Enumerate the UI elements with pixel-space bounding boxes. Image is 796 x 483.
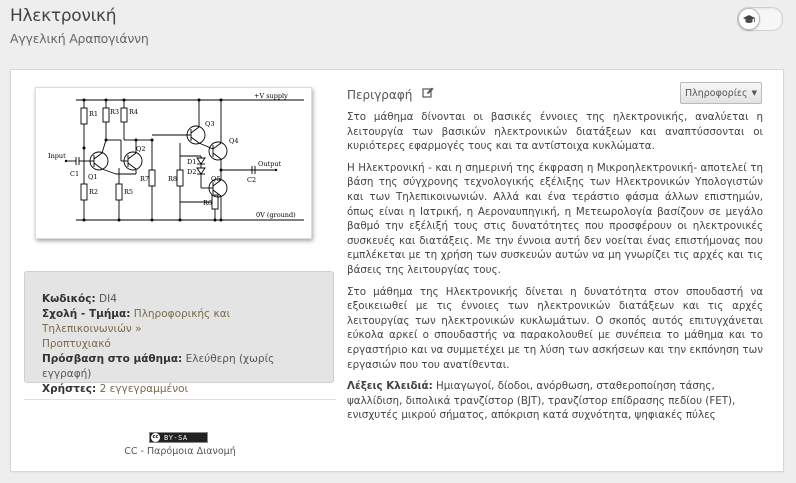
level-link[interactable]: Προπτυχιακό [42, 338, 111, 350]
users-link[interactable]: 2 εγγεγραμμένοι [99, 383, 189, 395]
schematic-label: C2 [247, 176, 257, 184]
keywords-paragraph [347, 379, 763, 423]
schematic-label: D2 [187, 168, 197, 176]
cc-badge-text: BY-SA [164, 433, 188, 442]
description-paragraph: Στο μάθημα της Ηλεκτρονικής δίνεται η δυνατότητα στον σπουδαστή να εξοικειωθεί με τις έννοιες των ηλεκτρονικών διατάξεων και τις αρχές λειτουργίας των ηλεκτρονικών κυκλωμάτων. Ο σκοπός αυτός επιτυγχάνεται εύκολα αρκεί ο σπουδαστής να παρακολουθεί με συνέπεια το μάθημα και το εργαστήριο και να συμμετέχει με τη λύση των ασκήσεων και την εκπόνηση των εργασιών που του ανατίθενται. [347, 285, 763, 371]
course-title: Ηλεκτρονική [10, 6, 117, 26]
cc-license-badge[interactable] [149, 432, 208, 443]
school-link[interactable]: Πληροφορικής και Τηλεπικοινωνιών » [42, 308, 231, 335]
schematic-label: R6 [203, 199, 213, 207]
schematic-label: +V supply [254, 92, 288, 100]
schematic-label: R3 [110, 108, 120, 116]
schematic-label: R8 [168, 175, 178, 183]
edit-icon[interactable] [422, 87, 434, 102]
description-heading-row [347, 87, 434, 102]
schematic-label: Output [258, 160, 282, 168]
keywords-value: Ημιαγωγοί, δίοδοι, ανόρθωση, σταθεροποίηση τάσης, ψαλλίδιση, διπολικά τρανζίστορ (BJT), τρανζίστορ επίδρασης πεδίου (FET), ενισχυτές μικρού σήματος, απόκριση κατά συχνότητα, ψηφιακές πύλες [347, 380, 736, 422]
school-label: Σχολή - Τμήμα: [42, 308, 131, 320]
access-value: Ελεύθερη (χωρίς εγγραφή) [42, 353, 275, 380]
description-heading: Περιγραφή [347, 87, 413, 102]
schematic-label: Input [48, 152, 66, 160]
cc-icon: cc [152, 434, 159, 440]
license-label: CC - Παρόμοια Διανομή [124, 446, 236, 457]
info-dropdown-button[interactable] [680, 82, 762, 104]
users-label: Χρήστες: [42, 383, 97, 395]
circuit-schematic-image [35, 87, 312, 239]
description-paragraph: Η Ηλεκτρονική - και η σημερινή της έκφραση η Μικροηλεκτρονική- αποτελεί τη βάση της σύγχρονης τεχνολογικής εξέλιξης των Ηλεκτρονικών Υπολογιστών και των Τηλεπικοινωνιών. Αλλά και ένα τεράστιο φάσμα άλλων επιστημών, όπως είναι η Ιατρική, η Αεροναυπηγική, η Μετεωρολογία βασίζουν σε μεγάλο βαθμό την εξέλιξή τους στις δυνατότητες που προσφέρουν οι ηλεκτρονικές συσκευές και διατάξεις. Με την έννοια αυτή δεν νοείται ένας επιστήμονας που εμπλέκεται με τη χρήση των συσκευών αυτών να μη γνωρίζει τις αρχές και τις βάσεις της λειτουργίας τους. [347, 161, 763, 276]
schematic-label: R7 [140, 175, 150, 183]
schematic-label: D1 [187, 158, 197, 166]
description-paragraph: Στο μάθημα δίνονται οι βασικές έννοιες της ηλεκτρονικής, αναλύεται η λειτουργία των βασικών ηλεκτρονικών διατάξεων και αναπτύσσονται οι κυριότερες εφαρμογές τους και τα αντίστοιχα κυκλώματα. [347, 111, 763, 153]
access-label: Πρόσβαση στο μάθημα: [42, 353, 183, 365]
course-info-box [24, 271, 334, 395]
info-button-label: Πληροφορίες [684, 87, 748, 99]
schematic-label: R4 [129, 108, 139, 116]
schematic-label: Q4 [229, 137, 239, 145]
course-toggle[interactable] [737, 7, 783, 31]
code-value: DI4 [99, 293, 117, 305]
schematic-label: R1 [89, 110, 99, 118]
schematic-label: Q2 [136, 145, 146, 153]
schematic-label: Q1 [88, 173, 98, 181]
schematic-label: Q3 [205, 120, 215, 128]
course-description [347, 110, 763, 430]
course-panel [10, 69, 784, 472]
graduation-cap-icon [738, 8, 760, 30]
schematic-label: 0V (ground) [256, 211, 296, 219]
course-teacher: Αγγελική Αραπογιάννη [10, 31, 149, 46]
keywords-label: Λέξεις Κλειδιά: [347, 380, 433, 393]
schematic-label: Q5 [211, 175, 221, 183]
schematic-label: R2 [89, 188, 99, 196]
schematic-label: C1 [70, 170, 80, 178]
divider [24, 399, 336, 400]
code-label: Κωδικός: [42, 293, 96, 305]
schematic-label: R5 [124, 188, 134, 196]
caret-down-icon: ▼ [751, 89, 758, 97]
